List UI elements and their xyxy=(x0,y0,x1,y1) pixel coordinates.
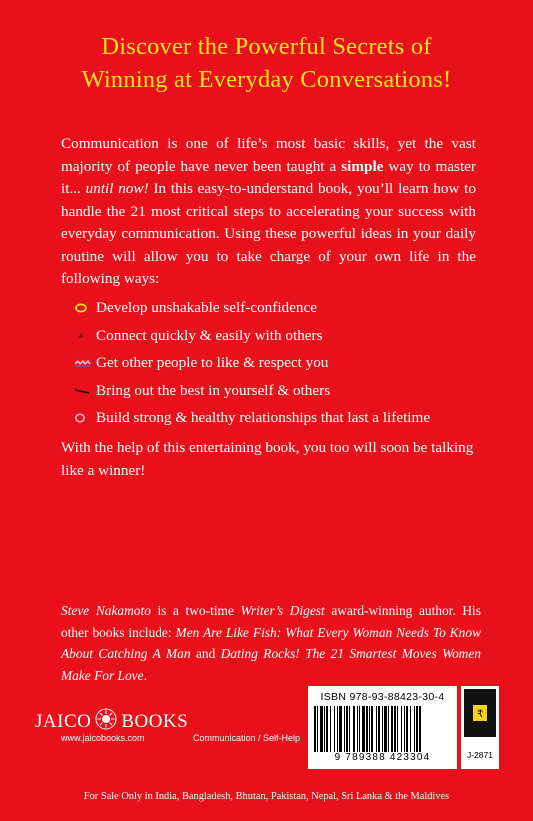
list-item xyxy=(74,325,494,353)
sale-region-notice: For Sale Only in India, Bangladesh, Bhutan, Pakistan, Nepal, Sri Lanka & the Maldives xyxy=(83,791,450,802)
publisher-website: www.jaicobooks.com xyxy=(61,733,145,743)
list-item xyxy=(74,407,494,435)
price-label xyxy=(461,686,499,769)
barcode-bars xyxy=(312,706,453,752)
svg-text:₹: ₹ xyxy=(476,709,484,720)
book-title-2: Dating Rocks! The 21 Smartest Moves Women Make For Love xyxy=(61,646,481,683)
outro-paragraph: With the help of this entertaining book, you too will soon be talking like a winner! xyxy=(61,439,474,479)
headline xyxy=(0,30,533,96)
isbn-number: ISBN 978-93-88423-30-4 xyxy=(320,691,445,703)
headline-line-2: Winning at Everyday Conversations! xyxy=(81,66,452,93)
list-item-text: Build strong & healthy relationships that last a lifetime xyxy=(96,409,431,427)
intro-bold: simple xyxy=(341,157,384,175)
red-shape-icon xyxy=(74,325,96,347)
barcode-digits: 9 789388 423304 xyxy=(334,752,431,763)
author-text-1: is a two-time xyxy=(150,603,241,618)
book-category: Communication / Self-Help xyxy=(193,733,301,743)
publisher-logo xyxy=(35,708,188,735)
sun-logo-icon xyxy=(95,708,117,735)
list-item-text: Connect quickly & easily with others xyxy=(96,326,323,344)
intro-text-3: In this easy-to-understand book, you’ll learn how to handle the 21 most critical steps to accelerating your success with everyday communication. Using these powerful ideas in your daily routine will allow you to take charge of your own life in the following ways: xyxy=(61,180,476,287)
publisher-name-left: JAICO xyxy=(35,710,92,732)
author-text-3: and xyxy=(190,646,221,661)
isbn-barcode xyxy=(308,686,457,769)
book-title-1: Men Are Like Fish: What Every Woman Needs To Know About Catching A Man xyxy=(61,624,481,661)
author-text-2: award-winning author. His other books include: xyxy=(61,603,481,640)
list-item xyxy=(74,352,494,380)
list-item-text: Get other people to like & respect you xyxy=(96,354,329,372)
author-bio xyxy=(61,600,481,686)
intro-text-1: Communication is one of life’s most basic skills, yet the vast majority of people have never been taught a xyxy=(61,135,476,175)
benefits-list xyxy=(74,297,494,435)
magazine-name: Writer’s Digest xyxy=(240,603,325,618)
author-text-4: . xyxy=(143,667,147,683)
publisher-name-right: BOOKS xyxy=(121,710,189,732)
intro-paragraph xyxy=(61,133,476,291)
black-line-icon xyxy=(74,380,96,402)
headline-line-1: Discover the Powerful Secrets of xyxy=(101,33,432,60)
list-item xyxy=(74,297,494,325)
list-item-text: Bring out the best in yourself & others xyxy=(96,381,331,399)
jaico-badge-icon xyxy=(464,689,496,737)
pink-ring-icon xyxy=(74,407,96,429)
list-item xyxy=(74,380,494,408)
intro-italic: until now! xyxy=(85,180,149,197)
price-code: J-2871 xyxy=(467,750,493,760)
pink-wave-icon xyxy=(74,352,96,374)
intro-text-2: way to master it... xyxy=(61,157,476,197)
author-name: Steve Nakamoto xyxy=(61,603,151,618)
yellow-ring-icon xyxy=(74,297,96,319)
list-item-text: Develop unshakable self-confidence xyxy=(96,299,317,316)
